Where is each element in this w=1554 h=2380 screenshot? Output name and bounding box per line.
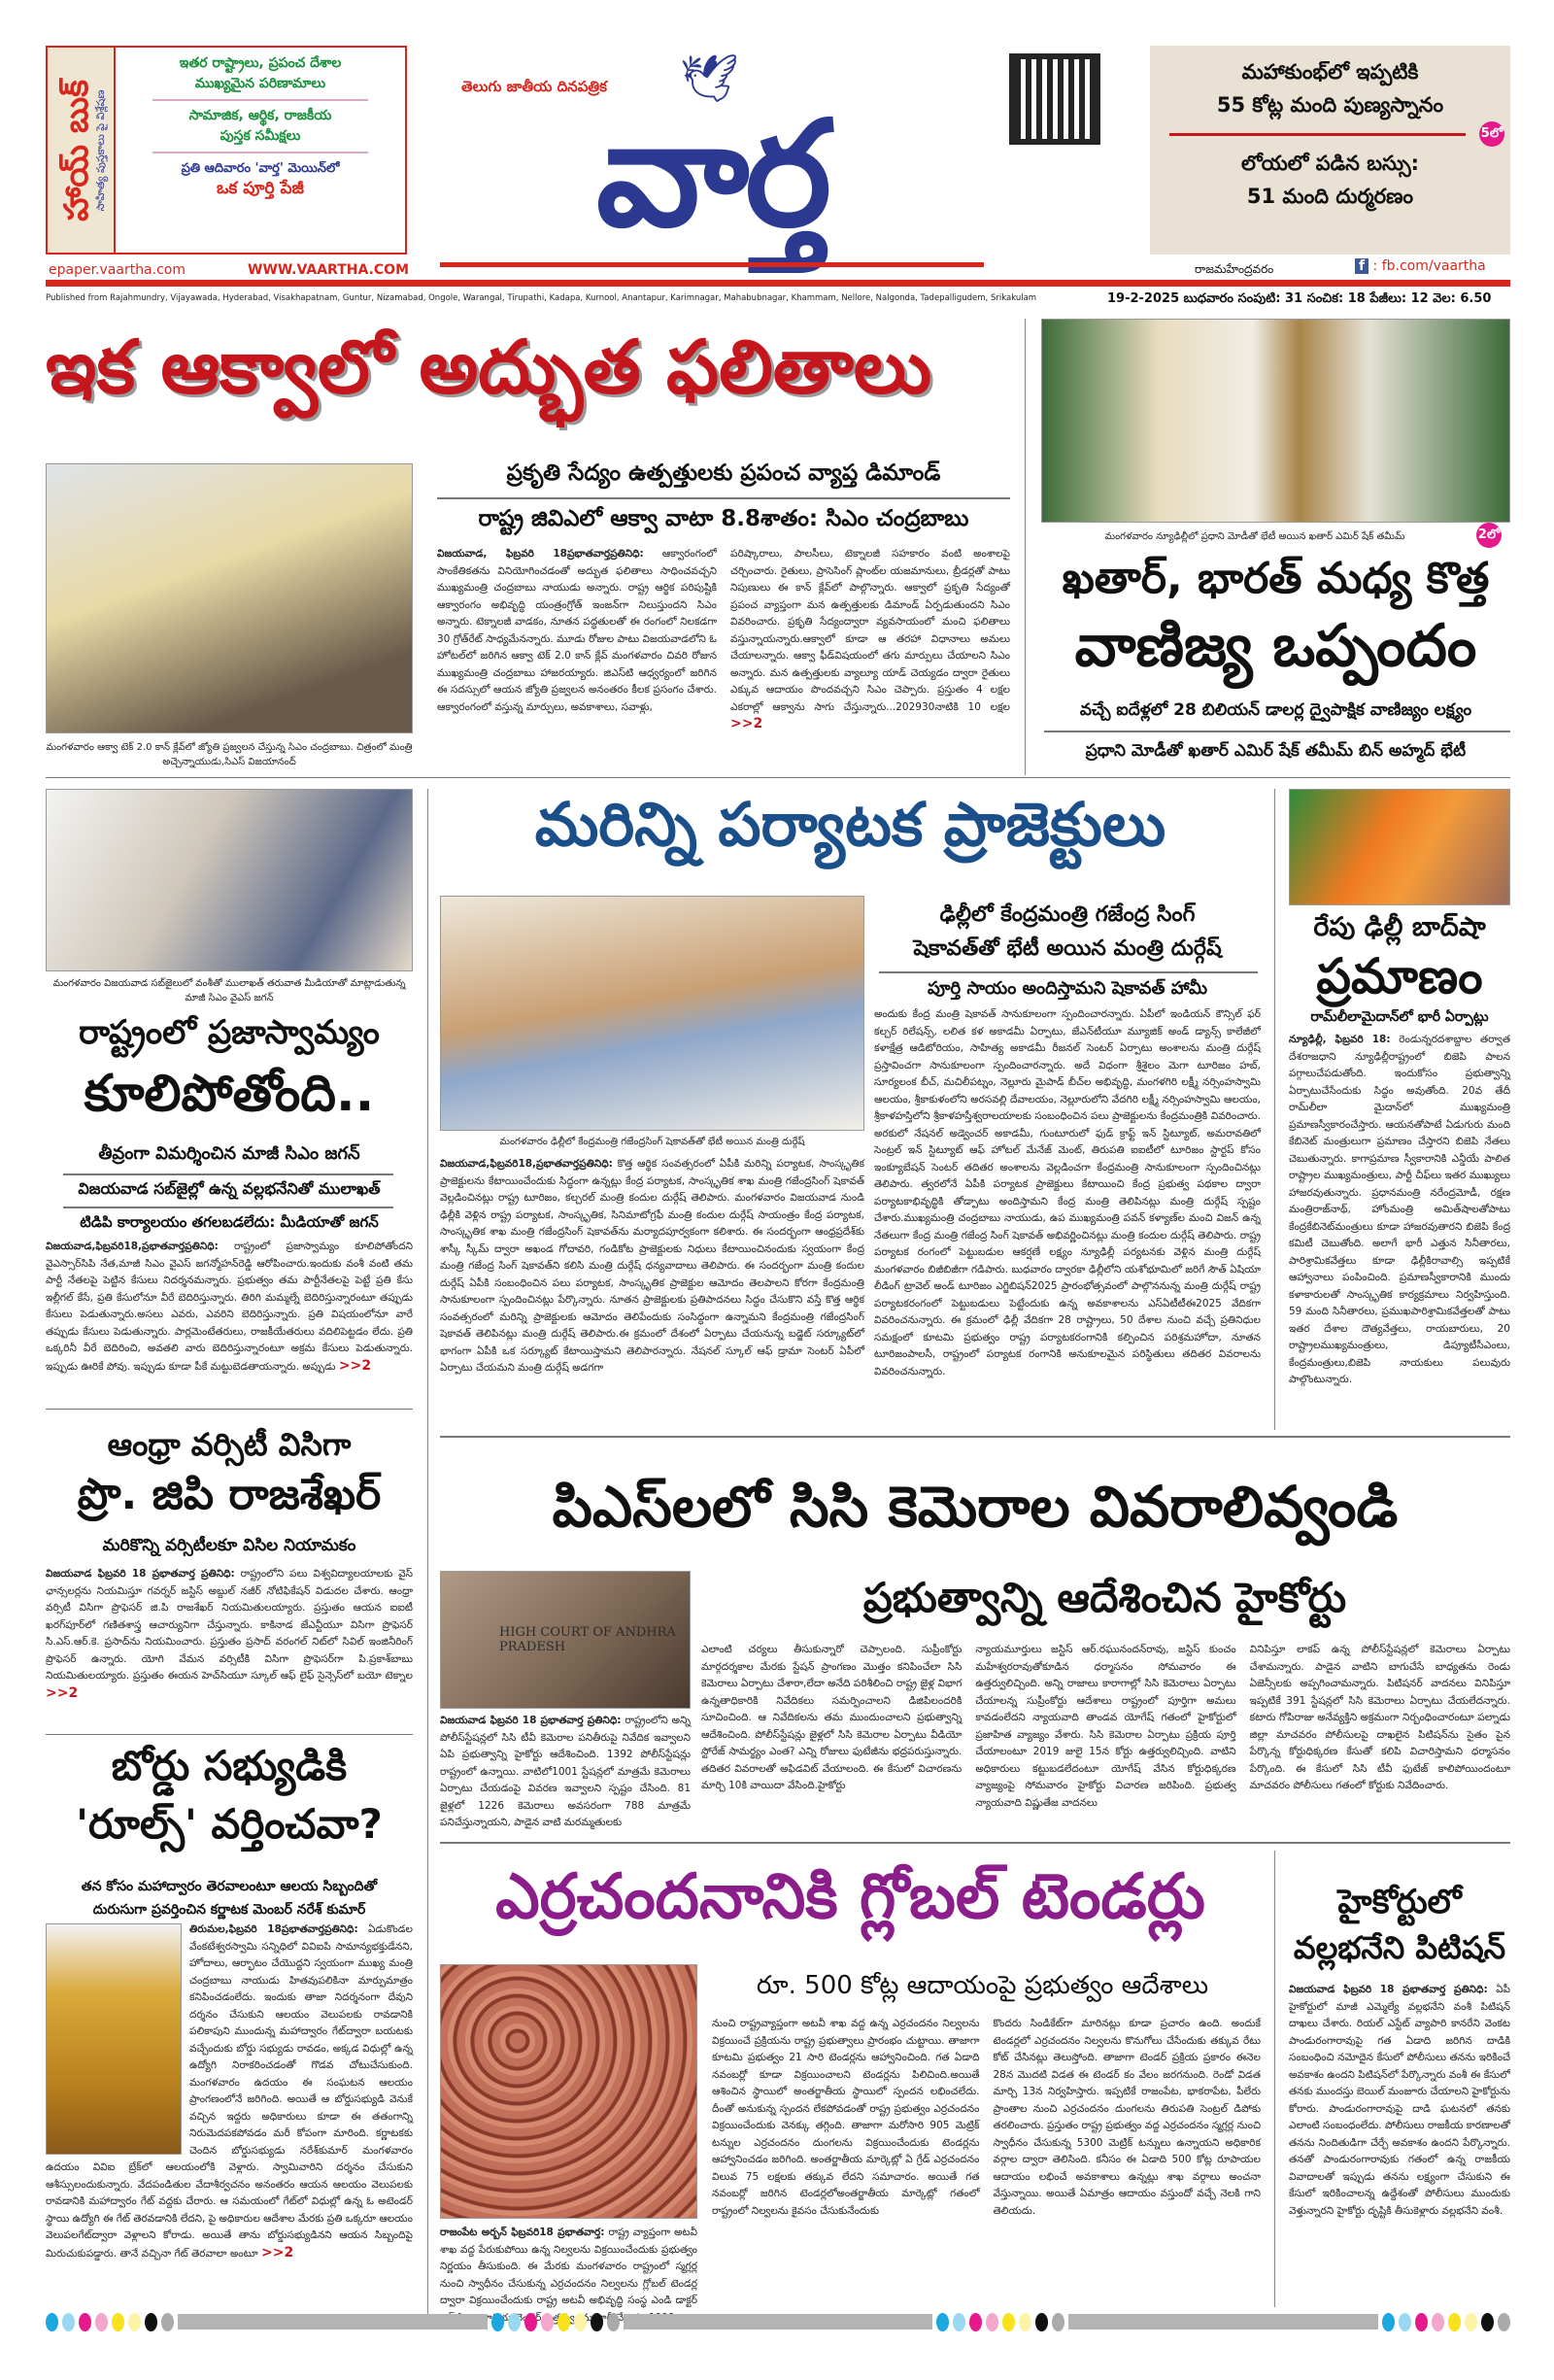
board-subhead: తన కోసం మహాద్వారం తెరవాలంటూ ఆలయ సిబ్బందితో దురుసుగా ప్రవర్తించిన కర్ణాటక మెంబర్ నరేశ్ కుమార్ — [81, 1879, 378, 1918]
section-divider — [440, 1842, 1510, 1844]
column-rule — [1274, 1851, 1275, 2307]
vc-body: విజయవాడ ఫిబ్రవరి 18 ప్రభాతవార్త ప్రతినిధి: రాష్ట్రంలోని పలు విశ్వవిద్యాలయాలకు వైస్ ఛాన్సలర్లను నియమిస్తూ గవర్నర్ జస్టిస్ అబ్దుల్ నజీర్ నోటిఫికేషన్ విడుదల చేశారు. ఆంధ్రా వర్సిటీ విసిగా ప్రొఫెసర్ జి.పి రాజశేఖర్ నియమితులయ్యారు. ప్రస్తుతం ఆయన ఐఐటీ ఖరగ్‌పూర్‌లో గణితశాస్త్ర ఆచార్యునిగా చేస్తున్నారు. కాకినాడ జేఎన్టీయూ విసిగా ప్రొఫెసర్ సి.ఎస్.ఆర్.కె. ప్రసాద్‌ను నియమించారు. ప్రస్తుతం ప్రసాద్ వరంగల్ నిట్‌లో సివిల్ ఇంజినీరింగ్ ప్రొఫెసర్ ఉన్నారు. యోగి వేమన వర్సిటీకి విసిగా ప్రొఫెసర్‌గా పి.ప్రకాశ్‌బాబు నియమితులయ్యారు. ప్రస్తుతం ఈయన హెచ్‌సియూ స్కూల్ ఆఫ్ లైఫ్ సైన్సెస్‌లో బయో టెక్నాల >>2 — [46, 1568, 414, 1701]
print-color-bar — [46, 2312, 1510, 2331]
jagan-body: విజయవాడ,ఫిబ్రవరి18,ప్రభాతవార్తప్రతినిధి: రాష్ట్రంలో ప్రజాస్వామ్యం కూలిపోతోందని వైఎస్సార్‌సిపి నేత,మాజీ సిఎం వైఎస్ జగన్మోహన్‌రెడ్డి ఆరోపించారు.ఇందుకు వంశీ వంటి తమ పార్టీ నేతలపై పెట్టిన కేసులు నిదర్శనమన్నారు. ప్రభుత్వం తమ పార్టీనేతలపై పెట్టే ప్రతి కేసు ఇల్లీగల్ కేసే, ప్రతి కేసులోనూ వీరే బెదిరిస్తున్నారు. తిరిగి మమ్మల్నే బెదిరిస్తున్నారంటూ తప్పుడు కేసులు పెడుతున్నారు.అసలు ఎవరు, ఎవరిని బెదిరిస్తున్నారు. ప్రతి విషయంలోనూ వారే తప్పుడు కేసులు పెడుతున్నారు. పార్లమెంటేతరులు, రాజకీయేతరులు వదిలిపెట్టడం లేదు. ప్రతి ఒక్కరినీ వీరే బెదిరించి, అవతలి వారు బెదిరిస్తున్నారంటూ అక్రమ కేసులు పెడుతున్నారు. ఇప్పుడు ఊరికే పోవు. ఇప్పుడు కూడా పీకే మట్టుబెడతాయన్నారు. అప్పుడు >>2 — [46, 1241, 414, 1374]
tourism-body: అందుకు కేంద్ర మంత్రి షెకావత్ సానుకూలంగా స్పందించారన్నారు. ఏపీలో ఇండియన్ కౌన్సిల్ ఫర్ కల్చర్ రిలేషన్స్, లలిత కళ అకాడమీ ఏర్పాటు, జేఎన్‌టీయూ మ్యూజిక్ అండ్ డ్యాన్స్ కాలేజీలో కళాక్షేత్ర ఆడిటోరియం, సాహిత్య అకాడమీ రీజనల్ సెంటర్ ఏర్పాటు అంశాలను మంత్రి దుర్గేష్ ప్రస్తావించగా సానుకూలంగా స్పందించారన్నారు. అదే విధంగా శ్రీశైలం మెగా టూరిజం హబ్, సూర్యలంక బీచ్, మచిలీపట్నం, నెల్లూరు మైపాడ్ బీచ్‌ల అభివృద్ధి, మంగళగిరి లక్ష్మీ నర్సింహస్వామి ఆలయం, శ్రీకాకుళంలోని అరసవల్లి దేవాలయం, నెల్లూరులోని వేదగిరి లక్ష్మీ నర్సింహస్వామి ఆలయం, శ్రీకాళహస్తిలోని శ్రీకాళహస్తీశ్వరాలయాలకు సంబంధించిన పలు ప్రాజెక్టులను కేంద్రమంత్రికి వివరించారు. అరకులో నేషనల్ అడ్వెంచర్ అకాడమీ, గుంటూరులో ఫుడ్ క్రాఫ్ట్ ఇన్ స్టిట్యూట్, అమరావతిలో సెంట్రల్ ఇన్ స్టిట్యూట్ ఆఫ్ హోటల్ మేనేజ్ మెంట్, తిరుపతి ఐఐటీలో టూరిజం స్టార్టప్ కోసం ఇంక్యూబేషన్ సెంటర్ తదితర అంశాలను వెల్లడించగా కేంద్రమంత్రి సానుకూలంగా స్పందించినట్లు తెలిపారు. త్వరలోనే ఏపీకి పర్యాటక ప్రాజెక్టులు కేటాయించి కేంద్ర ప్రభుత్వ పథకాల ద్వారా పర్యాటకాభివృద్ధికి తోడ్పాటు అందిస్తామని కేంద్ర మంత్రి తెలిపినట్లు మంత్రి దుర్గేష్ స్పష్టం చేశారు.ముఖ్యమంత్రి చంద్రబాబు నాయుడు, ఉప ముఖ్యమంత్రి పవన్ కళ్యాణ్‌ల మంచి విజన్ ఉన్న నేతలుగా కేంద్ర మంత్రి గజేంద్ర సింగ్ షెకావత్ అభివర్ణించినట్లు మంత్రి కందుల దుర్గేష్ తెలిపారు. రాష్ట్ర పర్యాటక రంగంలో పెట్టుబడుల ఆకర్షణే లక్ష్యం న్యూఢిల్లీ పర్యటనకు వెళ్లిన మంత్రి దుర్గేష్ మంగళవారం బిజీబిజీగా గడిపారు. బుధవారం ద్వారకా ఢిల్లీలోని యశోభూమిలో జరిగే సౌత్ ఏషియా లీడింగ్ ట్రావెల్ అండ్ టూరిజం ఎగ్జిబిషన్2025 ప్రారంభోత్సవంలో పాల్గొననున్న మంత్రి దుర్గేష్ రాష్ట్ర పర్యాటకరంగంలో పెట్టుబడులు పెట్టేందుకు ఉన్న అవకాశాలను ఎస్‌ఏటీటీఈ2025 వేదికగా వివరించనున్నారు. ఈ క్రమంలో ఢిల్లీ వేదికగా 28 రాష్ట్రాలు, 50 దేశాల నుంచి వచ్చే ప్రతినిధుల సమక్షంలో కూటమి ప్రభుత్వం రాష్ట్ర పర్యాటకరంగానికి కల్పించిన పరిశ్రమహోదా, నూతన టూరిజంపాలసీ, రాష్ట్రంలో పర్యాటక రంగానికి అనుకూలమైన పరిస్థితులు తదితర వివరాలను వివరించనున్నారు. — [874, 1008, 1261, 1377]
color-dot — [936, 2313, 949, 2331]
tourism-subhead: పూర్తి సాయం అందిస్తామని షెకావత్ హామీ — [927, 978, 1207, 999]
promo-line: సామాజిక, ఆర్థిక, రాజకీయ — [188, 108, 332, 123]
epaper-link[interactable]: epaper.vaartha.com — [49, 262, 186, 278]
column-rule — [1025, 319, 1026, 775]
teaser-line: లోయలో పడిన బస్సు: — [1241, 152, 1419, 175]
page-badge: 5లో — [1479, 121, 1504, 147]
jagan-photo-caption: మంగళవారం విజయవాడ సబ్‌జైలులో వంశీతో ములాఖత్ తరువాత మీడియాతో మాట్లాడుతున్న మాజీ సిఎం వైఎస్ జగన్ — [52, 978, 406, 1003]
color-dot — [1035, 2313, 1048, 2331]
color-dot — [112, 2313, 124, 2331]
petition-headline: హైకోర్టులో — [1337, 1883, 1462, 1921]
continued-link[interactable]: >>2 — [730, 716, 763, 731]
website-link[interactable]: WWW.VAARTHA.COM — [248, 262, 409, 278]
color-dot — [1052, 2313, 1064, 2331]
petition-headline: వల్లభనేని పిటిషన్ — [1293, 1929, 1506, 1966]
gray-strip — [1068, 2314, 1378, 2329]
divider — [46, 1734, 413, 1735]
tourism-headline: మరిన్ని పర్యాటక ప్రాజెక్టులు — [534, 789, 1166, 860]
qatar-headline: ఖతార్, భారత్ మధ్య కొత్త — [1062, 554, 1490, 603]
promo-line: పుస్తక సమీక్షలు — [220, 128, 301, 144]
board-body: తిరుమల,ఫిబ్రవరి 18ప్రభాతవార్తప్రతినిధి: ఏడుకొండల వేంకటేశ్వరస్వామి సన్నిధిలో వివిఐపి సామాన్యభక్తుడేనని, హోదాలు, ఆర్భాటం చేయొద్దని స్వయంగా ముఖ్య మంత్రి చంద్రబాబు నాయుడు హితవుపలికినా మార్పుమాత్రం కనిపించడంలేదు. ఇందుకు తాజా నిదర్శనంగా దేవుని దర్శనం చేసుకుని ఆలయం వెలుపలకు రావడానికి పలికాపుని ముందున్న మహాద్వారం గేట్‌ద్వారా బయటకు వచ్చేందుకు బోర్డు సభ్యుడు రావడం, అక్కడ విధుల్లో ఉన్న ఉద్యోగి నిరాకరించడంతో గొడవ చోటుచేసుకుంది. మంగళవారం ఉదయం ఈ సంఘటన ఆలయం ప్రాంగణంలోనే జరిగింది. అయితే ఆ బోర్డుసభ్యుడి వెనుకే వచ్చిన ఇద్దరు అధికారులు కూడా ఈ తతంగాన్ని నిరుమెదపకపోవడం మరీ కోపంగా మారింది. కర్ణాటకకు చెందిన బోర్డుసభ్యుడు నరేశ్‌కుమార్ మంగళవారం ఉదయం వివిఐ బ్రేక్‌లో ఆలయంలోకి వెళ్లారు. స్వామివారిని దర్శనం చేసుకుని ఆశీస్సులందుకున్నారు. వేదపండితుల వేదాశీర్వచనం అనంతరం ఆయన ఆలయం వెలుపలకు రావడానికి మహాద్వారం గేట్ వద్దకు చేరారు. ఆ సమయంలో గేట్‌లో విధుల్లో ఉన్న ఓ అటెండర్ స్థాయి ఉద్యోగి ఈ గేట్ తెరవడానికి లేదని, పై అధికారుల ఆదేశాల మేరకు ప్రతి ఒక్కరూ ఆలయం వెలుపలగేట్‌ద్వారా వెళ్లాలని కోరాడు. అయితే తాను బోర్డుసభ్యుడినని ఆయన సిబ్బందిపై మిరుచుకుపడ్డారు. తానే వచ్చినా గేట్ తెరవాలా అంటూ >>2 — [46, 1923, 413, 2261]
color-dot — [145, 2313, 157, 2331]
color-dot — [607, 2313, 620, 2331]
lead-body: పరిష్కారాలు, పాలసీలు, టెక్నాలజీ సహకారం వంటి అంశాలపై చర్చించారు. రైతులు, ప్రాసెసింగ్ ప్లాంట్‌ల యజమానులు, బ్రీడర్లతో పాటు నిపుణులు ఈ కాన్ క్లేవ్‌లో పాల్గొన్నారు. ఆక్వాలో ప్రకృతి సేద్యంతో ప్రపంచ వ్యాప్తంగా మన ఉత్పత్తులకు డిమాండ్ ఏర్పడుతుందని సిఎం వివరించారు. ప్రకృతి సేద్యంద్వారా వ్యవసాయంలో మంచి ఫలితాలు వస్తున్నాయన్నారు.ఆక్వాలో కూడా ఆ తరహా విధానాలు అమలు చేయాలన్నారు. ఆక్వా ఫీడ్‌విషయంలో తగు మార్పులు చేయాలని సిఎం అన్నారు. మన ఉత్పత్తులకు వ్యాల్యూ యాడ్ చెయ్యడం ద్వారా రైతులు ఎక్కువ ఆదాయం పొందవచ్చని సిఎం చెప్పారు. ప్రస్తుతం 4 లక్షల ఎకరాల్లో ఆక్వాను సాగు చేస్తున్నారు...202930నాటికి 10 లక్షల >>2 — [730, 548, 1010, 731]
color-dot — [1002, 2313, 1015, 2331]
vc-headline: ఆంధ్రా వర్సిటీ విసిగా — [107, 1426, 352, 1463]
teaser-line: 51 మంది దుర్మరణం — [1246, 185, 1414, 208]
jagan-subhead: విజయవాడ సబ్‌జైల్లో ఉన్న వల్లభనేనితో ములాఖత్ — [78, 1179, 381, 1198]
color-dot — [1019, 2313, 1031, 2331]
promo-line: ఒక పూర్తి పేజీ — [217, 179, 304, 198]
continued-link[interactable]: >>2 — [46, 1684, 79, 1701]
board-headline: బోర్డు సభ్యుడికి — [111, 1742, 348, 1789]
color-dot — [969, 2313, 982, 2331]
promo-line: ఇతర రాష్ట్రాలు, ప్రపంచ దేశాల — [179, 55, 342, 71]
divider — [46, 1409, 413, 1410]
color-dot — [128, 2313, 141, 2331]
tourism-photo — [440, 896, 864, 1131]
lead-photo — [46, 463, 413, 733]
divider — [63, 1207, 393, 1208]
color-dot — [46, 2313, 58, 2331]
teaser-line: మహాకుంభ్‌లో ఇప్పటికి — [1241, 60, 1419, 84]
color-dot — [541, 2313, 554, 2331]
delhi-headline: ప్రమాణం — [1316, 948, 1483, 1004]
vc-subhead: మరికొన్ని వర్సిటీలకూ విసిల నియామకం — [102, 1536, 356, 1555]
jagan-subhead: టిడిపి కార్యాలయం తగలబడలేదు: మీడియాతో జగన్ — [80, 1213, 379, 1231]
cctv-body: విజయవాడ ఫిబ్రవరి 18 ప్రభాతవార్త ప్రతినిధి: రాష్ట్రంలోని అన్ని పోలీస్‌స్టేషన్లలో సిసి టీవీ కెమెరాల పనితీరుపై నివేదిక ఇవ్వాలని ఏపి ప్రభుత్వాన్ని హైకోర్టు ఆదేశించింది. 1392 పోలీస్‌స్టేషన్లు రాష్ట్రంలో ఉన్నాయి. వాటిలో1001 స్టేషన్లలో మాత్రమే కెమెరాలు ఏర్పాటు చేయడంపై వివరణ ఇవ్వాలని స్పష్టం చేసింది. 81 జైళ్లలో 1226 కెమెరాలు అవసరంగా 788 మాత్రమే పనిచేస్తున్నాయని, పాడైన వాటి మరమ్మతులకు — [440, 1715, 691, 1828]
divider — [152, 99, 368, 101]
edition-name: రాజమహేంద్రవరం — [1195, 262, 1274, 276]
continued-link[interactable]: >>2 — [261, 2244, 294, 2261]
jagan-headline: కూలిపోతోంది.. — [84, 1065, 375, 1123]
issue-dateline: 19-2-2025 బుధవారం సంపుటి: 31 సంచిక: 18 పేజీలు: 12 వెల: 6.50 — [1107, 291, 1492, 306]
color-dot — [1465, 2313, 1477, 2331]
board-headline: 'రూల్స్' వర్తించవా? — [76, 1800, 383, 1848]
color-dot — [574, 2313, 587, 2331]
tourism-body: విజయవాడ,ఫిబ్రవరి18,ప్రభాతవార్తప్రతినిధి: కొత్త ఆర్థిక సంవత్సరంలో ఏపీకి మరిన్ని పర్యాటక, సాంస్కృతిక ప్రాజెక్టులను కేటాయించేందుకు సిద్ధంగా ఉన్నట్లు కేంద్ర పర్యాటక, సాంస్కృతిక శాఖ మంత్రి గజేంద్రసింగ్ షెకావత్ వెల్లడించినట్లు రాష్ట్ర టూరిజం, కల్చరల్ మంత్రి కందుల దుర్గేష్ తెలిపారు. మంగళవారం విజయవాడ నుండి ఢిల్లీకి వెళ్లిన రాష్ట్ర పర్యాటక, సాంస్కృతిక, సినిమాటోగ్రఫీ మంత్రి కందుల దుర్గేష్ సాయంత్రం కేంద్ర పర్యాటక, సాంస్కృతిక శాఖ మంత్రి గజేంద్రసింగ్ షెకావత్‌ను మర్యాదపూర్వకంగా కలిశారు. ఈ సందర్భంగా ఆంధ్రప్రదేశ్‌కు శాస్కీ స్కీమ్ ద్వారా అఖండ గోదావరి, గండికోట ప్రాజెక్టులకు నిధులు కేటాయించినందుకు స్వయంగా కేంద్ర మంత్రి గజేంద్ర సింగ్ షెకావత్‌ని కలిసి మంత్రి దుర్గేష్ ధన్యవాదాలు తెలిపారు. ఈ సందర్భంగా మంత్రి కందుల దుర్గేష్ ఏపీకి సంబంధించిన పలు పర్యాటక, సాంస్కృతిక ప్రాజెక్టుల ఆమోదం తెలపాలని కోరగా కేంద్రమంత్రి సానుకూలంగా స్పందించినట్లు పేర్కొన్నారు. నూతన ప్రాజెక్టులకు ప్రతిపాదనలు సిద్ధం చేసుకొని వస్తే కొత్త ఆర్థిక సంవత్సరంలో మరిన్ని ప్రాజెక్టులకు ఆమోదం తెలిపేందుకు సంసిద్ధంగా ఉన్నామని కేంద్రమంత్రి గజేంద్రసింగ్ షెకావత్ తెలిపినట్లు మంత్రి దుర్గేష్ తెలిపారు.ఈ క్రమంలో దేశంలో ఏర్పాటు చేయనున్న బడ్జెట్ సర్క్యూట్‌లో భాగంగా ఏపీకి ఒక సర్క్యూట్ కేటాయిస్తామని తెలిపారన్నారు. నేషనల్ స్కూల్ ఆఫ్ డ్రామా సెంటర్ ఏపీలో ఏర్పాటు చేయమని మంత్రి దుర్గేష్ అడగగా — [440, 1158, 864, 1374]
published-from: Published from Rajahmundry, Vijayawada, Hyderabad, Visakhapatnam, Guntur, Nizamabad, Ongole, Warangal, Tirupathi, Kadapa, Kurnool, Anantapur, Karimnagar, Mahabubnagar, Khammam, Nellore, Nalgonda, Tadepalligudem, Srikakulam — [46, 293, 1037, 303]
tourism-subhead: ఢిల్లీలో కేంద్రమంత్రి గజేంద్ర సింగ్ — [939, 902, 1196, 927]
delhi-headline: రేపు ఢిల్లీ బాద్‌షా — [1313, 912, 1486, 942]
divider — [63, 1173, 393, 1175]
column-rule — [427, 789, 428, 2329]
section-divider — [46, 777, 1510, 778]
color-dot — [62, 2313, 75, 2331]
color-dot — [1382, 2313, 1395, 2331]
masthead-rule — [46, 280, 1510, 287]
lead-subhead: ప్రకృతి సేద్యం ఉత్పత్తులకు ప్రపంచ వ్యాప్త డిమాండ్ — [506, 460, 941, 486]
qatar-photo-caption: మంగళవారం న్యూఢిల్లీలో ప్రధాని మోడీతో భేటీ అయిన ఖతార్ ఎమిర్ షేక్ తమీమ్ — [1104, 531, 1405, 542]
color-dot — [1432, 2313, 1444, 2331]
continued-link[interactable]: >>2 — [338, 1357, 372, 1374]
color-dot — [953, 2313, 965, 2331]
color-dot — [557, 2313, 570, 2331]
red-sanders-photo — [440, 1964, 697, 2219]
redsanders-body: రాజంపేట అర్బన్ ఫిబ్రవరి18 ప్రభాతవార్త: రాష్ట్ర వ్యాప్తంగా అటవీ శాఖ వద్ద పేరుకుపోయి ఉన్న నిల్వలను విక్రయించేందుకు ప్రభుత్వం నిర్ణయం తీసుకుంది. ఈ మేరకు మంగళవారం రాష్ట్రంలో స్మగ్లర్ల నుంచి స్వాధీనం చేసుకున్న ఎర్రచందనం నిల్వలను గ్లోబల్ టెండర్ల ద్వారా విక్రయించేందుకు రాష్ట్ర అటవీ అభివృద్ధి సంస్థ ఎండి డాక్టర్ జారీ — [440, 2227, 698, 2324]
color-dot — [1399, 2313, 1411, 2331]
color-dot — [524, 2313, 537, 2331]
lead-headline: ఇక ఆక్వాలో అద్భుత ఫలితాలు — [46, 323, 932, 410]
high-court-photo: HIGH COURT OF ANDHRA PRADESH — [440, 1571, 691, 1709]
redsanders-subhead: రూ. 500 కోట్ల ఆదాయంపై ప్రభుత్వం ఆదేశాలు — [756, 1971, 1209, 2000]
facebook-icon: f — [1355, 258, 1368, 274]
petition-body: విజయవాడ ఫిబ్రవరి 18 ప్రభాతవార్త ప్రతినిధి: ఏపీ హైకోర్టులో మాజీ ఎమ్మెల్యే వల్లభనేని వంశీ పిటిషన్ దాఖలు చేశారు. రియల్ ఎస్టేట్ వ్యాపారి కానరేని వెంకట పాండురంగారావుపై గత ఏడాది జరిగిన దాడికి సంబంధించి నమోదైన కేసులో పోలీసులు తనను ఇరికించే అవకాశం ఉందని పిటిషన్‌లో పేర్కొన్నారు వంశీ ఈ కేసులో తనకు ముందస్తు బెయిల్ మంజూరు చేయాలని హైకోర్టును కోరారు. పాండురంగారావుపై దాడి ఘటనలో తనకు ఎలాంటి సంబంధంలేదు. పోలీసులు రాజకీయ కారణాలతో తనను నిందితుడిగా చేర్చే అవకాశం ఉందని పేర్కొన్నారు. తనతో పాండురంగారావుకు గతంలో ఉన్న రాజకీయ వివాదాలతో ఇప్పుడు తనను లక్ష్యంగా చేసుకుని ఈ కేసులో ఇరికించాలన్న ఉద్దేశంతో పోలీసులు ముందుకు వెళ్తున్నారని హైకోర్టు దృష్టికి తీసుకెళ్లారు వల్లభనేని వంశీ. — [1289, 1984, 1510, 2217]
divider — [152, 152, 368, 153]
bjp-rally-photo — [1289, 789, 1510, 905]
lead-photo-caption: మంగళవారం ఆక్వా టెక్ 2.0 కాన్ క్లేవ్‌లో జ్యోతి ప్రజ్వలన చేస్తున్న సిఎం చంద్రబాబు. చిత్రంలో మంత్రి అచ్చెన్నాయుడు,సిఎస్ విజయానంద్ — [46, 742, 413, 767]
color-dot — [1415, 2313, 1428, 2331]
newspaper-logo: వార్త — [595, 90, 828, 259]
qatar-subhead: ప్రధాని మోడీతో ఖతార్ ఎమిర్ షేక్ తమీమ్ బిన్ అహ్మద్ భేటీ — [1085, 741, 1467, 761]
page-badge: 2లో — [1476, 523, 1502, 548]
qatar-subhead: వచ్చే ఐదేళ్లలో 28 బిలియన్ డాలర్ల ద్వైపాక్షిక వాణిజ్యం లక్ష్యం — [1079, 700, 1472, 720]
redsanders-body: నుంచి రాష్ట్రవ్యాప్తంగా అటవీ శాఖ వద్ద ఉన్న ఎర్రచందనం నిల్వలను విక్రయించే ప్రక్రియను రాష్ట్ర ప్రభుత్వాలు ప్రారంభం చుట్టాయి. తాజాగా కూటమి ప్రభుత్వం 21 సారి టెండర్లను ఆహ్వానించింది. గత ఏడాది నవంబర్లో కూడా విక్రయించాలని టెండర్లను పిలిచింది.అయితే ఆశించిన స్థాయిలో అంతర్జాతీయ స్థాయిలో స్పందన లభించలేదు. దీంతో అనుకున్న స్పందన లేకపోవడంతో రాష్ట్ర ప్రభుత్వం ఎర్రచందనం విక్రయించేందుకు వెనక్కు తగ్గింది. తాజాగా మరోసారి 905 మెట్రిక్ టన్నుల ఎర్రచందనం దుంగలను విక్రయించేందుకు టెండర్లను ఆహ్వానించడం జరిగింది. అంతర్జాతీయ మార్కెట్లో ఏ గ్రేడ్ ఎర్రచందనం విలువ 75 లక్షలకు తక్కువ లేదని సమాచారం. అయితే గత నవంబర్లో జరిగిన టెండర్లలోఅంతర్జాతీయ మార్కెట్లో గతంలో రాష్ట్రంలో నిల్వలను కైవసం చేసుకునేందుకు — [712, 2018, 980, 2217]
cctv-body: న్యాయమూర్తులు జస్టిస్ ఆర్.రఘునందన్‌రావు, జస్టిస్ కుంచం మహేశ్వరరావుతోకూడిన ధర్మాసనం సోమవారం ఈ ఉత్తర్వులిచ్చింది. అన్ని రాజాలు కారాగాల్లో సిసి కెమెరాలు ఏర్పాటు చేయాలన్న సుప్రీంకోర్టు ఆదేశాలు రాష్ట్రంలో పూర్తిగా అమలు కావడంలేదని న్యాయవాది తాండవ యోగేష్ గతంలో హైకోర్టులో ప్రజాహిత వ్యాజ్యం వేశారు. సిసి కెమెరాల ఏర్పాటు ప్రక్రియ పూర్తి చేయాలంటూ 2019 జులై 15న కోర్టు ఉత్తర్వులిచ్చింది. వాటిని అధికారులు కట్టుబడలేదంటూ యోగేష్ వేసిన కోర్టుధిక్కరణ వ్యాజ్యంపై సోమవారం హైకోర్టు విచారణ జరిపింది. ప్రభుత్వ న్యాయవాది విష్ణుతేజ వాదనలు — [975, 1644, 1236, 1809]
divider — [1169, 133, 1466, 136]
color-dot — [79, 2313, 91, 2331]
divider — [437, 497, 1010, 499]
color-dot — [508, 2313, 521, 2331]
tagline: తెలుగు జాతీయ దినపత్రిక — [461, 78, 607, 95]
color-dot — [1498, 2313, 1510, 2331]
color-dot — [491, 2313, 504, 2331]
promo-line: ముఖ్యమైన పరిణామాలు — [194, 76, 326, 91]
color-dot — [95, 2313, 108, 2331]
jagan-photo — [46, 789, 413, 971]
qatar-headline: వాణిజ్య ఒప్పందం — [1074, 612, 1477, 680]
gray-strip — [178, 2314, 488, 2329]
supplement-promo-box — [46, 46, 407, 255]
color-dot — [591, 2313, 603, 2331]
section-divider — [440, 1436, 1510, 1438]
tourism-subhead: షెకావత్‌తో భేటీ అయిన మంత్రి దుర్గేష్ — [913, 936, 1222, 961]
delhi-body: న్యూఢిల్లీ, ఫిబ్రవరి 18: రెండున్నరదశాబ్దాల తర్వాత దేశరాజధాని న్యూఢిల్లీరాష్ట్రంలో బిజెపి పాలన పగ్గాలుచేపడుతోంది. ఇందుకోసం ప్రభుత్వాన్ని ఏర్పాటుచేసేందుకు సిద్ధం అవుతోంది. 20వ తేదీ రామ్‌లీలా మైదాన్‌లో ముఖ్యమంత్రి ప్రమాణస్వీకారంచేస్తారు. ఆయనతోపాటే ఏడుగురు మంది కేబినెట్ మంత్రులుగా ప్రమాణం చేస్తారని బిజెపి నేతలు చెబుతున్నారు. కాగాప్రమాణ స్వీకారానికి ఎన్డీయే పాలిత రాష్ట్రాల ముఖ్యమంత్రులు, పార్టీ చీఫ్‌లు ఇతర ముఖ్యులు హాజరవుతున్నారు. ప్రధానమంత్రి నరేంద్రమోడీ, రక్షణ మంత్రిరాజ్‌నాథ్, హోంమంత్రి అమిత్‌షాలతోపాటు కేంద్రకేబినెట్‌మంత్రులు కూడా హాజరవుతారని బిజెపి కేంద్ర కమిటీ చెబుతోంది. అలాగే భారీ ఎత్తున సినీతారలు, పారిశ్రామికవేత్తలు కూడా ఢిల్లీకిరావాల్సి ఇప్పటికే ఆహ్వానాలు పంపించింది. ప్రమాణస్వీకారానికి ముందు కళాకారులతో సాంస్కృతిక కార్యక్రమాలు నిర్వహిస్తుంది. 59 మంది సినీతారలు, ప్రముఖపారిశ్రామికవేత్తలతో పాటు ఇతర దేశాల దౌత్యవేత్తలు, రాయబారులు, 20 రాష్ట్రాలముఖ్యమంత్రులు, డిప్యూటీసీఎంలు, కేంద్రమంత్రులు,బిజెపి నాయకులు పలువురు పాల్గొంటున్నారు. — [1289, 1034, 1510, 1385]
divider — [1044, 731, 1510, 732]
column-rule — [1274, 789, 1275, 1430]
jagan-subhead: తీవ్రంగా విమర్శించిన మాజీ సిఎం జగన్ — [98, 1143, 360, 1164]
cctv-subhead: ప్రభుత్వాన్ని ఆదేశించిన హైకోర్టు — [862, 1574, 1347, 1621]
dove-icon: 🕊 — [680, 51, 739, 106]
lead-subhead: రాష్ట్ర జివిఎలో ఆక్వా వాటా 8.8శాతం: సిఎం చంద్రబాబు — [478, 506, 969, 531]
tourism-photo-caption: మంగళవారం ఢిల్లీలో కేంద్రమంత్రి గజేంద్రసింగ్ షెకావత్‌తో భేటీ అయిన మంత్రి దుర్గేష్ — [499, 1137, 805, 1147]
cctv-body: ఎలాంటి చర్యలు తీసుకున్నారో చెప్పాలంది. సుప్రీంకోర్టు మార్గదర్శకాల మేరకు స్టేషన్ ప్రాంగణం మొత్తం కనిపించేలా సిసి కెమెరాలు ఏర్పాటు చేశారా,లేదా అనేది పరిశీలించి రాష్ట్ర జైళ్ల విభాగ ఉన్నతాధికారికి నివేదికలు సమర్పించాలని డిజిపిలందరికి సూచించింది. ఆ నివేదికలను తమ ముందుంచాలని ప్రభుత్వాన్ని ఆదేశించింది. పోలీస్‌స్టేషన్లు జైళ్లలో సిసి కెమెరాల ఏర్పాటు వీడియో స్టోరేజ్ సామర్థ్యం ఎంత? ఎన్ని రోజులు ఫుటేజీను భద్రపరుస్తున్నారు. తదితర వివరాలతో అఫిడవిట్ వేయాలంది. ఈ కేసులో విచారణను మార్చి 10కి వాయిదా వేసింది.హైకోర్టు — [701, 1644, 963, 1791]
teaser-line: 55 కోట్ల మంది పుణ్యస్నానం — [1216, 93, 1444, 117]
cctv-headline: పిఎస్‌లలో సిసి కెమెరాల వివరాలివ్వండి — [552, 1474, 1399, 1540]
facebook-link[interactable]: f : fb.com/vaartha — [1355, 258, 1486, 274]
teaser-box[interactable] — [1150, 46, 1510, 255]
supplement-logo: హాయ్ బుక్ సాహిత్య పుస్తకాలు పై విశ్లేషణ — [48, 48, 116, 253]
color-dot — [1481, 2313, 1494, 2331]
logo-underline — [440, 262, 984, 267]
promo-line: ప్రతి ఆదివారం 'వార్త' మెయిన్‌లో — [181, 161, 340, 176]
color-dot — [1448, 2313, 1461, 2331]
vc-headline: ప్రొ. జిపి రాజశేఖర్ — [77, 1470, 382, 1519]
color-dot — [986, 2313, 998, 2331]
delhi-subhead: రామ్‌లీలామైదాన్‌లో భారీ ఏర్పాట్లు — [1310, 1009, 1489, 1025]
redsanders-headline: ఎర్రచందనానికి గ్లోబల్ టెండర్లు — [495, 1861, 1205, 1933]
qatar-photo — [1041, 319, 1510, 523]
lead-body: విజయవాడ, ఫిబ్రవరి 18ప్రభాతవార్తప్రతినిధి: ఆక్వారంగంలో సాంకేతికతను వినియోగించడంతో అద్భుత ఫలితాలు సాధించవచ్చని ముఖ్యమంత్రి చంద్రబాబు నాయుడు అన్నారు. రాష్ట్ర ఆర్థిక పరిపుష్టికి ఆక్వారంగం అభివృద్ధి యంత్రంగ్రోత్ ఇంజన్‌గా నిలుస్తుందని సిఎం అన్నారు. టెక్నాలజీ వాడకం, నూతన పద్ధతులతో ఈ రంగంలో నిలకడగా 30 గ్రోత్‌రేట్ సాధ్యమేనన్నారు. మూడు రోజుల పాటు విజయవాడలోని ఓ హోటల్‌లో జరిగిన ఆక్వా టెక్ 2.0 కాన్ క్లేవ్ మంగళవారం చివరి రోజున ముఖ్యమంత్రి చంద్రబాబు హాజరయ్యారు. జిఎస్‌టి ఆధ్వర్యంలో జరిగిన ఈ సదస్సులో ఆయన జ్యోతి ప్రజ్వలన అనంతరం కీలక ప్రసంగం చేశారు. ఆక్వారంగంలో వస్తున్న మార్పులు, అవకాశాలు, సవాళ్లు, — [437, 548, 717, 713]
jagan-headline: రాష్ట్రంలో ప్రజాస్వామ్యం — [79, 1013, 380, 1052]
qr-code-icon — [1009, 53, 1100, 145]
cctv-body: వినిపిస్తూ లాకప్ ఉన్న పోలీస్‌స్టేషన్లలో కెమెరాలు ఏర్పాటు చేశామన్నారు. పాడైన వాటిని బాగుచేసే బాధ్యతను రెండు ఏజెన్సీలకు అప్పగించామన్నారు. పిటిషనర్ వాదనలు వినిపిస్తూ ఇప్పటికే 391 స్టేషన్లలో సిసి కెమెరాలు ఏర్పాటు చేయలేదన్నారు. కటారు గోపిరాజు అనేవ్యక్తిని అక్రమంగా నిర్బంధించారంటూ పల్నాడు జిల్లా మాచవరం పోలీసులపై దాఖలైన పిటిషన్‌ను సైతం పైన పేర్కొన్న కోర్టుధిక్కరణ కేసుతో కలిపి విచారిస్తామని ధర్మాసనం పేర్కొంది. ఈ కేసులో సిసి టీవీ ఫుటేజ్ కాలిపోయిందంటూ మాచవరం పోలీసులు గతంలో కోర్టుకు నివేదించారు. — [1249, 1644, 1510, 1791]
divider — [879, 971, 1258, 973]
redsanders-body: కొందరు సిండికేట్‌గా మారినట్లు కూడా ప్రచారం ఉంది. అందుకే టెండర్లలో ఎర్రచందనం నిల్వలను కొనుగోలు చేసేందుకు తక్కువ రేటు కోట్ చేసినట్లు తెలుస్తోంది. తాజాగా టెండర్ ప్రక్రియ ప్రకారం ఈనెల 28న మొదటి విడత ఈ టెండర్ కం వేలం జరగనుంది. రెండో విడత మార్చి 13న నిర్వహిస్తారు. ఇప్పటికే రాజంపేట, భాకరాపేట, పీలేరు ప్రాంతాల నుంచి ఎర్రచందనం దుంగలను తిరుపతి సెంట్రల్ డిపోకు తరలించారు. ప్రస్తుతం రాష్ట్ర ప్రభుత్వం వద్ద ఎర్రచందనం స్మగ్లర్ల నుంచి స్వాధీనం చేసుకున్న 5300 మెట్రిక్ టన్నులు ఉన్నాయని అధికారిక వర్గాల ద్వారా తెలిసింది. కనీసం ఈ ఏడాది 500 కోట్ల రూపాయల ఆదాయం లభించే అవకాశాలు ఉన్నట్లు శాఖ వర్గాలు అంచనా వేస్తున్నాయి. అయితే ఏమాత్రం ఆదాయం వస్తుందో వచ్చే నెలకి గాని తెలియదు. — [993, 2018, 1261, 2217]
color-dot — [161, 2313, 174, 2331]
gray-strip — [624, 2314, 933, 2329]
